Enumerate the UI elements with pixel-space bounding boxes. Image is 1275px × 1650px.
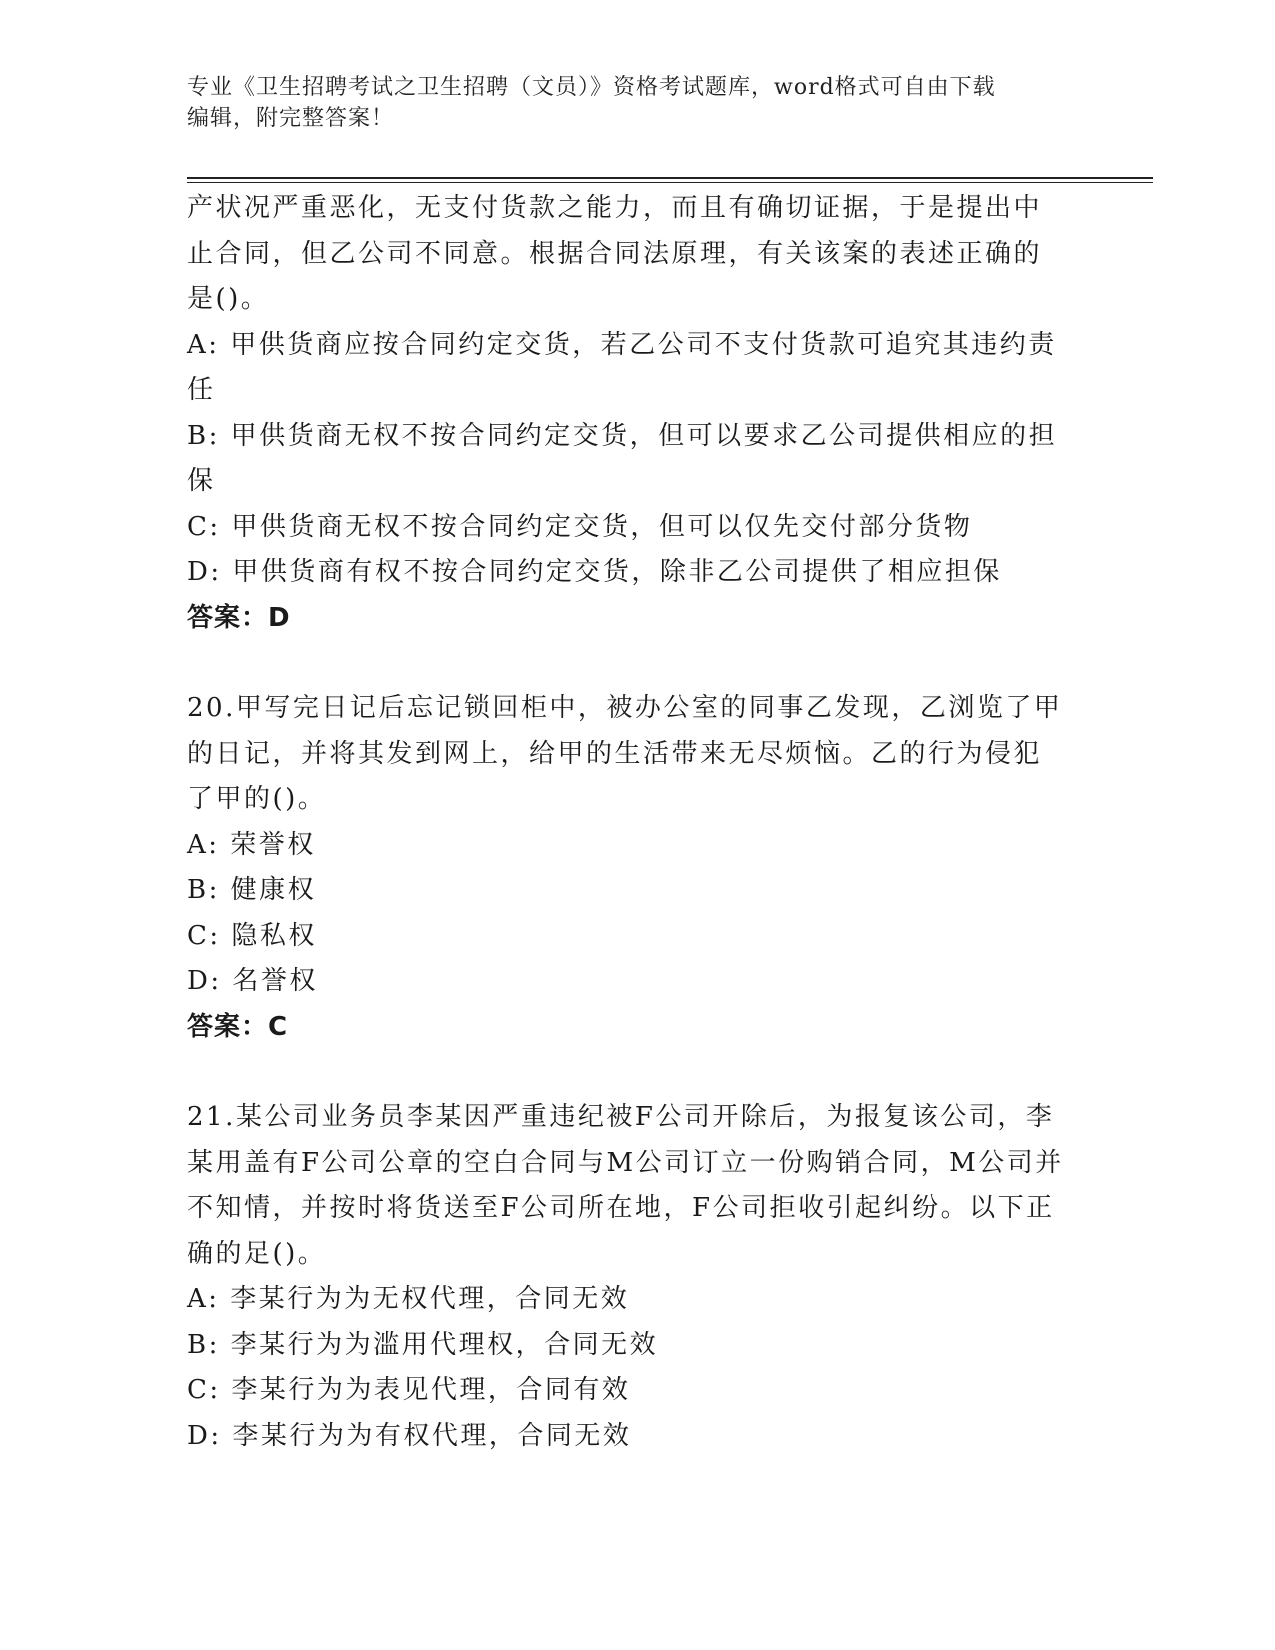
option-b: B: 李某行为为滥用代理权，合同无效 [187,1329,659,1360]
option-c: C: 甲供货商无权不按合同约定交货，但可以仅先交付部分货物 [187,511,973,542]
option-c: C: 李某行为为表见代理，合同有效 [187,1375,631,1405]
question-stem-line: 产状况严重恶化，无支付货款之能力，而且有确切证据，于是提出中 [187,193,1043,223]
header-divider-thin [187,182,1153,183]
header-divider-thick [187,177,1153,179]
question-stem-line: 了甲的()。 [187,784,327,814]
question-stem-line: 20.甲写完日记后忘记锁回柜中，被办公室的同事乙发现，乙浏览了甲 [187,693,1063,723]
header-line-1: 专业《卫生招聘考试之卫生招聘（文员）》资格考试题库，word格式可自由下载 [187,75,996,100]
option-d: D: 甲供货商有权不按合同约定交货，除非乙公司提供了相应担保 [187,557,1002,587]
option-b: B: 甲供货商无权不按合同约定交货，但可以要求乙公司提供相应的担 [187,420,1058,451]
option-d: D: 名誉权 [187,966,318,996]
header-line-2: 编辑，附完整答案！ [187,106,395,131]
question-content [187,186,1087,1459]
option-c: C: 隐私权 [187,920,317,951]
question-20 [187,686,1087,1050]
question-stem-line: 是()。 [187,284,270,314]
option-b: B: 健康权 [187,875,317,905]
option-a-wrap: 任 [187,375,216,405]
question-21 [187,1095,1087,1459]
answer-label: 答案：C [187,1011,289,1042]
option-a: A: 李某行为为无权代理，合同无效 [187,1284,630,1314]
question-continued [187,186,1087,641]
page-header [187,72,1077,134]
question-stem-line: 21.某公司业务员李某因严重违纪被F公司开除后，为报复该公司，李 [187,1102,1055,1132]
option-b-wrap: 保 [187,466,216,496]
option-d: D: 李某行为为有权代理，合同无效 [187,1420,632,1451]
option-a: A: 荣誉权 [187,829,316,860]
question-stem-line: 止合同，但乙公司不同意。根据合同法原理，有关该案的表述正确的 [187,238,1043,269]
question-stem-line: 的日记，并将其发到网上，给甲的生活带来无尽烦恼。乙的行为侵犯 [187,738,1043,769]
question-stem-line: 某用盖有F公司公章的空白合同与M公司订立一份购销合同，M公司并 [187,1147,1064,1178]
question-stem-line: 不知情，并按时将货送至F公司所在地，F公司拒收引起纠纷。以下正 [187,1193,1055,1223]
answer-label: 答案：D [187,602,291,633]
question-stem-line: 确的足()。 [187,1238,327,1269]
option-a: A: 甲供货商应按合同约定交货，若乙公司不支付货款可追究其违约责 [187,329,1057,360]
